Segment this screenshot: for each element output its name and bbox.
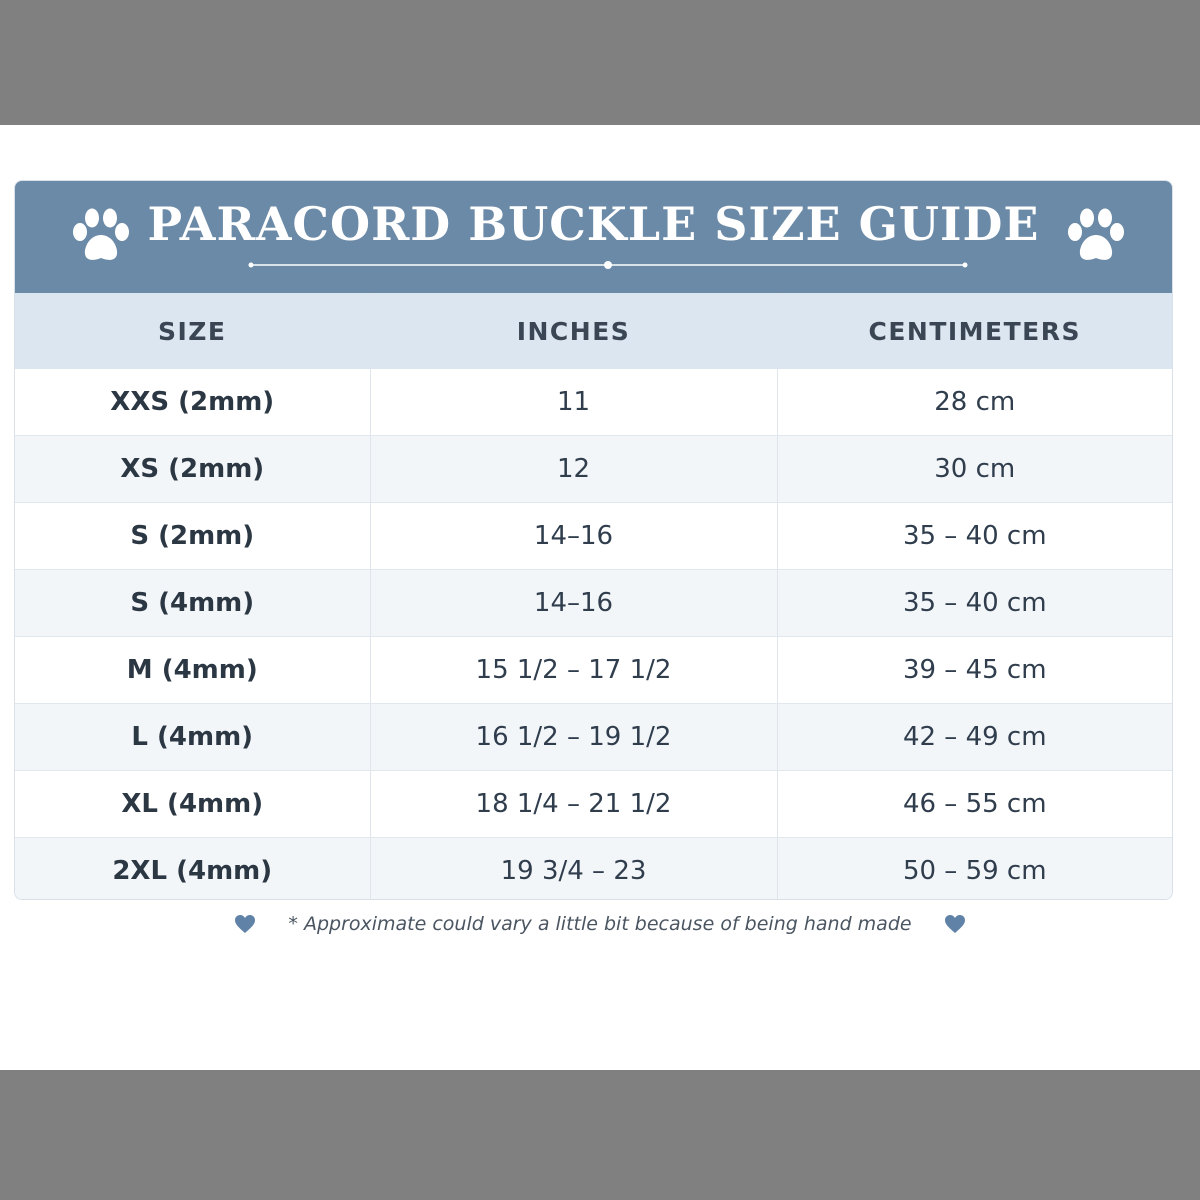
heart-icon xyxy=(234,914,256,934)
centimeters-cell: 30 cm xyxy=(777,436,1172,503)
table-row xyxy=(15,503,1172,570)
size-cell: XS (2mm) xyxy=(15,436,370,503)
table-row xyxy=(15,369,1172,436)
inches-cell: 18 1/4 – 21 1/2 xyxy=(370,771,777,838)
paw-icon xyxy=(1065,207,1127,265)
inches-cell: 14–16 xyxy=(370,503,777,570)
size-guide-panel xyxy=(14,180,1173,900)
table-row xyxy=(15,637,1172,704)
footnote xyxy=(0,913,1200,945)
centimeters-cell: 50 – 59 cm xyxy=(777,838,1172,901)
table-row xyxy=(15,838,1172,901)
size-cell: 2XL (4mm) xyxy=(15,838,370,901)
heart-icon xyxy=(944,914,966,934)
table-header-row xyxy=(15,293,1172,369)
table-row xyxy=(15,771,1172,838)
centimeters-cell: 35 – 40 cm xyxy=(777,570,1172,637)
column-header-centimeters: CENTIMETERS xyxy=(777,293,1172,369)
centimeters-cell: 28 cm xyxy=(777,369,1172,436)
size-cell: M (4mm) xyxy=(15,637,370,704)
title-banner xyxy=(15,181,1172,293)
size-cell: XL (4mm) xyxy=(15,771,370,838)
page-title: PARACORD BUCKLE SIZE GUIDE xyxy=(147,197,1040,251)
column-header-inches: INCHES xyxy=(370,293,777,369)
size-cell: S (2mm) xyxy=(15,503,370,570)
inches-cell: 12 xyxy=(370,436,777,503)
table-row xyxy=(15,704,1172,771)
size-guide-card xyxy=(0,125,1200,1070)
inches-cell: 14–16 xyxy=(370,570,777,637)
inches-cell: 19 3/4 – 23 xyxy=(370,838,777,901)
footnote-text: * Approximate could vary a little bit because of being hand made xyxy=(288,913,912,935)
table-row xyxy=(15,570,1172,637)
inches-cell: 16 1/2 – 19 1/2 xyxy=(370,704,777,771)
inches-cell: 11 xyxy=(370,369,777,436)
title-divider xyxy=(247,261,969,269)
centimeters-cell: 39 – 45 cm xyxy=(777,637,1172,704)
size-cell: S (4mm) xyxy=(15,570,370,637)
centimeters-cell: 35 – 40 cm xyxy=(777,503,1172,570)
column-header-size: SIZE xyxy=(15,293,370,369)
size-table xyxy=(15,293,1172,900)
size-cell: XXS (2mm) xyxy=(15,369,370,436)
table-row xyxy=(15,436,1172,503)
centimeters-cell: 42 – 49 cm xyxy=(777,704,1172,771)
inches-cell: 15 1/2 – 17 1/2 xyxy=(370,637,777,704)
centimeters-cell: 46 – 55 cm xyxy=(777,771,1172,838)
size-cell: L (4mm) xyxy=(15,704,370,771)
